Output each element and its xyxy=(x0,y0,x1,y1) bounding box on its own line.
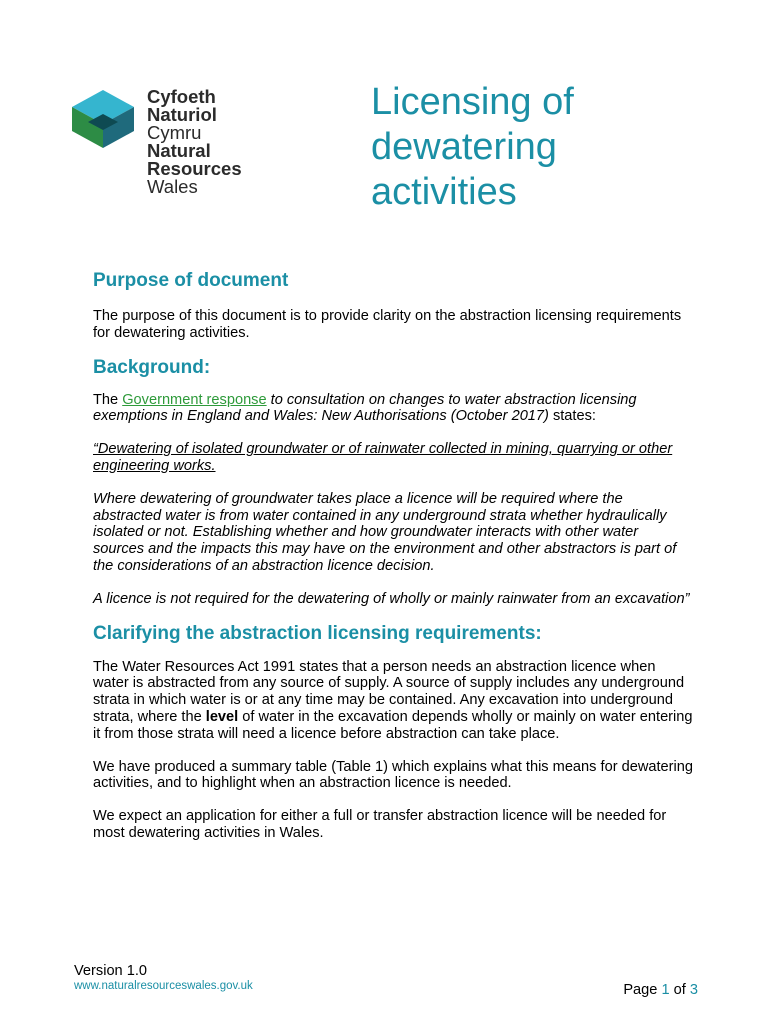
purpose-text: The purpose of this document is to provide clarity on the abstraction licensing requirements for dewatering activities. xyxy=(93,308,682,341)
nrw-logo xyxy=(72,88,272,208)
government-response-link[interactable]: Government response xyxy=(122,391,267,408)
background-intro-prefix: The xyxy=(93,391,123,408)
purpose-heading: Purpose of document xyxy=(93,270,289,291)
quote-paragraph-1: “Dewatering of isolated groundwater or of rainwater collected in mining, quarrying or other engineering works. xyxy=(93,441,673,474)
page-of: of xyxy=(669,982,690,998)
nrw-logo-icon xyxy=(72,90,134,148)
clarifying-paragraph-1 xyxy=(93,659,693,743)
background-heading: Background: xyxy=(93,356,211,378)
document-body xyxy=(93,268,693,842)
footer-website-link[interactable]: www.naturalresourceswales.gov.uk xyxy=(74,980,253,992)
clarifying-p1-after: of water in the excavation depends wholly or mainly on water entering it from those strata will need a licence before abstraction can take place. xyxy=(93,708,693,742)
title-line-1: Licensing of xyxy=(371,81,574,123)
clarifying-paragraph-3: We expect an application for either a full or transfer abstraction licence will be needed for most dewatering activities in Wales. xyxy=(93,808,667,841)
logo-line-cyfoeth: Cyfoeth xyxy=(147,86,216,107)
logo-line-wales: Wales xyxy=(147,176,198,197)
logo-line-natural: Natural xyxy=(147,140,211,161)
footer-page-number xyxy=(623,982,698,998)
clarifying-p1-before: The Water Resources Act 1991 states that a person needs an abstraction licence when water is abstracted from any source of supply. A source of supply includes any underground strata in which water is or at any time may be contained. Any excavation into underground strata, where the xyxy=(93,658,685,725)
title-line-2: dewatering xyxy=(371,126,557,168)
background-intro-suffix: states: xyxy=(548,408,596,425)
footer-version: Version 1.0 xyxy=(74,963,148,979)
page-current: 1 xyxy=(661,982,670,998)
clarifying-paragraph-2: We have produced a summary table (Table 1) which explains what this means for dewatering activities, and to highlight when an abstraction licence is needed. xyxy=(93,758,693,792)
title-line-3: activities xyxy=(371,171,517,213)
page-total: 3 xyxy=(689,982,698,998)
logo-line-cymru: Cymru xyxy=(147,122,202,143)
logo-line-resources: Resources xyxy=(147,158,242,179)
background-intro-italic: to consultation on changes to water abstraction licensing exemptions in England and Wales: New Authorisations (October 2017) xyxy=(93,391,637,425)
logo-wordmark xyxy=(147,88,242,196)
page-label: Page xyxy=(623,982,662,998)
clarifying-heading: Clarifying the abstraction licensing requirements: xyxy=(93,622,542,644)
clarifying-p1-bold: level xyxy=(205,708,239,725)
logo-line-naturiol: Naturiol xyxy=(147,104,217,125)
document-title xyxy=(371,80,711,215)
background-intro xyxy=(93,392,693,426)
quote-paragraph-2: Where dewatering of groundwater takes place a licence will be required where the abstracted water is from water contained in any underground strata whether hydraulically isolated or not. Establishing whether and how groundwater interacts with other water sources and the impacts this may have on the environment and other abstractors is part of the considerations of an abstraction licence decision. xyxy=(93,490,677,574)
quote-paragraph-3: A licence is not required for the dewatering of wholly or mainly rainwater from an excavation” xyxy=(93,590,690,607)
